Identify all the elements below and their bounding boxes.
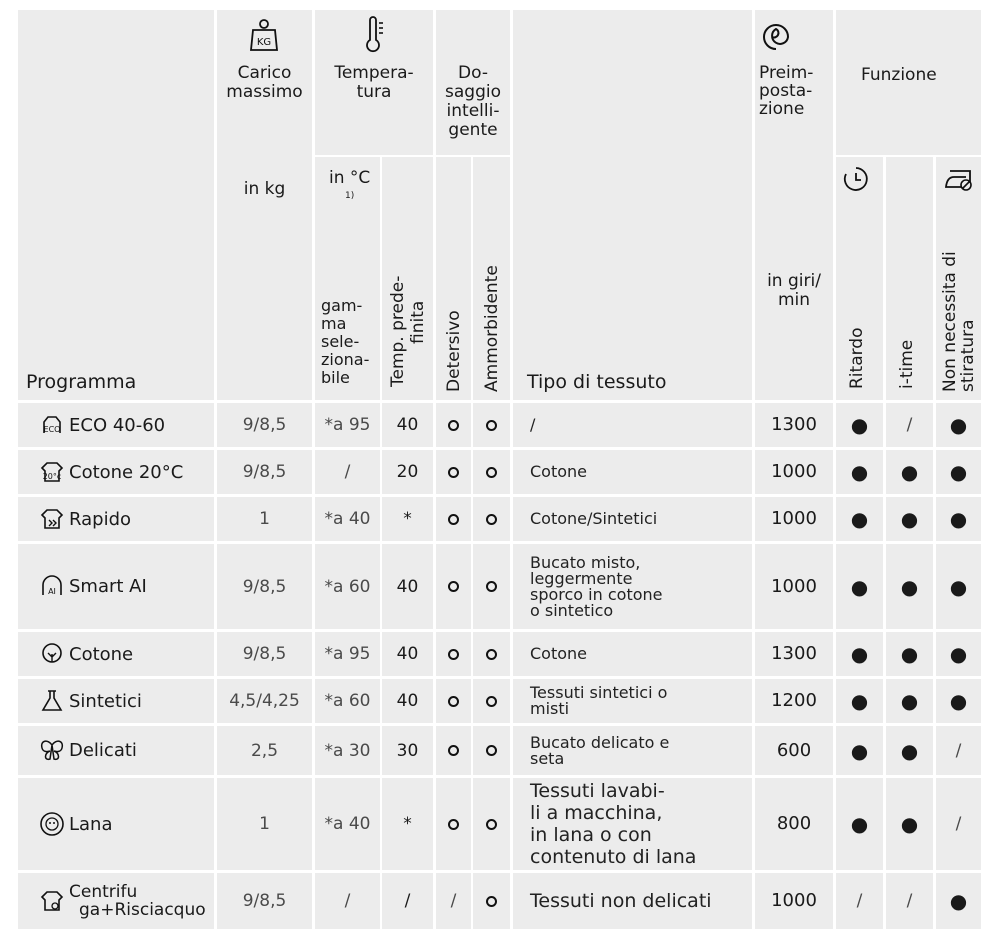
header-stiratura-cell <box>936 157 981 400</box>
smart-ai-icon <box>38 573 66 601</box>
gamma-value: / <box>344 462 351 482</box>
gamma-value: *a 40 <box>324 814 371 834</box>
table-cell-temp <box>382 632 433 676</box>
table-cell-tipo <box>513 403 752 447</box>
table-cell-amm <box>473 450 510 494</box>
synthetic-icon <box>38 687 66 715</box>
header-carico-line2: massimo <box>226 82 303 102</box>
table-cell-carico <box>217 632 312 676</box>
amm-ring-icon <box>486 696 497 707</box>
clock-delay-icon <box>842 165 870 193</box>
temp-value: 40 <box>396 691 419 711</box>
fabric-type <box>530 552 663 620</box>
fabric-type <box>530 417 535 433</box>
table-cell-itime <box>886 450 933 494</box>
ritardo-dot-icon: ● <box>850 642 869 666</box>
itime-dot-icon: ● <box>900 738 919 763</box>
header-gamma-l4: ziona- <box>321 350 370 369</box>
table-cell-name <box>18 778 214 870</box>
header-temp-predefinita-l1: Temp. prede- <box>388 275 408 387</box>
program-name: ECO 40-60 <box>69 414 166 436</box>
svg-text:KG: KG <box>256 37 272 48</box>
ritardo-dot-icon: ● <box>850 460 869 484</box>
itime-dot-icon: ● <box>900 812 919 836</box>
header-temp-predefinita-l2: finita <box>408 300 428 344</box>
carico-value: 9/8,5 <box>242 462 287 482</box>
table-cell-carico <box>217 450 312 494</box>
giri-value: 1000 <box>771 508 817 529</box>
stir-slash-mark: / <box>955 740 962 761</box>
header-preimp-unit-l2: min <box>777 290 811 310</box>
table-cell-tipo <box>513 450 752 494</box>
wool-icon <box>38 810 66 838</box>
table-cell-giri <box>755 403 833 447</box>
header-dosaggio-l1: Do- <box>458 63 488 83</box>
fabric-type-line: in lana o con <box>530 824 652 846</box>
table-cell-stir <box>936 544 981 629</box>
table-cell-det <box>436 873 471 929</box>
gamma-value: *a 95 <box>324 415 371 435</box>
table-cell-stir <box>936 778 981 870</box>
program-name <box>69 883 206 919</box>
itime-dot-icon: ● <box>900 507 919 531</box>
table-cell-stir <box>936 679 981 723</box>
fabric-type-line: Cotone/Sintetici <box>530 509 658 528</box>
table-cell-itime <box>886 544 933 629</box>
table-cell-amm <box>473 497 510 541</box>
header-temp-note: 1) <box>345 191 355 201</box>
table-cell-stir <box>936 497 981 541</box>
gamma-value: *a 40 <box>324 509 371 529</box>
thermometer-icon <box>363 16 385 54</box>
table-cell-carico <box>217 778 312 870</box>
itime-dot-icon: ● <box>900 689 919 713</box>
table-cell-giri <box>755 544 833 629</box>
itime-dot-icon: ● <box>900 460 919 484</box>
table-cell-gamma <box>315 544 380 629</box>
table-cell-tipo <box>513 679 752 723</box>
fabric-type <box>530 685 667 717</box>
header-dosaggio-l2: saggio <box>445 82 501 102</box>
header-ritardo: Ritardo <box>847 327 867 389</box>
det-ring-icon <box>448 467 459 478</box>
table-cell-gamma <box>315 873 380 929</box>
table-cell-giri <box>755 778 833 870</box>
table-cell-carico <box>217 497 312 541</box>
program-name: Sintetici <box>69 690 142 712</box>
carico-value: 4,5/4,25 <box>229 691 300 711</box>
det-ring-icon <box>448 514 459 525</box>
table-cell-itime <box>886 403 933 447</box>
temp-value: 40 <box>396 644 419 664</box>
table-cell-det <box>436 544 471 629</box>
giri-value: 1300 <box>771 643 817 664</box>
fabric-type <box>530 511 657 527</box>
header-temperatura-line1: Tempera- <box>334 63 414 83</box>
det-ring-icon <box>448 696 459 707</box>
table-cell-stir <box>936 450 981 494</box>
rapid-icon <box>38 505 66 533</box>
table-cell-temp <box>382 679 433 723</box>
table-cell-ritardo <box>836 450 883 494</box>
fabric-type-line: Tessuti sintetici o <box>530 683 668 702</box>
program-name: Cotone 20°C <box>69 461 184 483</box>
fabric-type <box>530 890 712 912</box>
fabric-type-line: leggermente <box>530 568 633 588</box>
table-cell-giri <box>755 632 833 676</box>
carico-value: 9/8,5 <box>242 644 287 664</box>
gamma-value: *a 95 <box>324 644 371 664</box>
amm-ring-icon <box>486 819 497 830</box>
table-cell-ritardo <box>836 544 883 629</box>
table-cell-gamma <box>315 632 380 676</box>
table-cell-det <box>436 679 471 723</box>
table-cell-itime <box>886 778 933 870</box>
fabric-type-line: sporco in cotone <box>530 584 663 604</box>
header-programma-cell <box>18 10 214 400</box>
table-cell-carico <box>217 679 312 723</box>
header-preimp-unit-l1: in giri/ <box>767 271 821 291</box>
table-cell-ritardo <box>836 726 883 775</box>
itime-slash-mark: / <box>906 415 913 435</box>
temp-value: 30 <box>396 740 419 761</box>
header-carico-cell <box>217 10 312 400</box>
gamma-value: *a 60 <box>324 691 371 711</box>
giri-value: 1000 <box>771 890 817 911</box>
fabric-type-line: / <box>530 415 536 434</box>
header-ritardo-cell <box>836 157 883 400</box>
header-funzione: Funzione <box>861 65 937 85</box>
table-cell-det <box>436 497 471 541</box>
table-cell-giri <box>755 497 833 541</box>
table-cell-amm <box>473 873 510 929</box>
fabric-type-line: contenuto di lana <box>530 846 697 868</box>
header-programma: Programma <box>26 371 137 393</box>
program-name: Lana <box>69 813 113 835</box>
header-itime: i-time <box>897 339 917 389</box>
table-cell-amm <box>473 726 510 775</box>
fabric-type-line: Cotone <box>530 462 588 481</box>
giri-value: 1000 <box>771 461 817 482</box>
temp-value: 20 <box>396 462 419 482</box>
fabric-type-line: o sintetico <box>530 600 614 620</box>
header-gamma-l1: gam- <box>321 296 363 315</box>
stir-dot-icon: ● <box>949 642 968 666</box>
carico-value: 1 <box>259 814 270 834</box>
table-cell-ritardo <box>836 403 883 447</box>
temp-value: 40 <box>396 415 419 435</box>
table-cell-name <box>18 544 214 629</box>
giri-value: 600 <box>776 739 812 761</box>
header-preimp-l3: zione <box>759 99 805 119</box>
table-cell-itime <box>886 726 933 775</box>
eco-icon <box>38 411 66 439</box>
fabric-type-line: Tessuti non delicati <box>530 890 712 912</box>
fabric-type <box>530 646 587 662</box>
fabric-type <box>530 780 696 868</box>
fabric-type-line: misti <box>530 699 570 718</box>
table-cell-name <box>18 450 214 494</box>
stir-dot-icon: ● <box>949 574 968 599</box>
amm-ring-icon <box>486 467 497 478</box>
program-name-line: Centrifu <box>69 882 138 902</box>
program-name: Smart AI <box>69 576 147 597</box>
header-detersivo: Detersivo <box>444 310 464 392</box>
table-cell-ritardo <box>836 873 883 929</box>
table-cell-itime <box>886 873 933 929</box>
stir-dot-icon: ● <box>949 507 968 531</box>
table-cell-gamma <box>315 726 380 775</box>
table-cell-temp <box>382 544 433 629</box>
svg-text:ECO: ECO <box>43 425 61 434</box>
ritardo-dot-icon: ● <box>850 812 869 836</box>
svg-text:AI: AI <box>48 586 56 596</box>
temp-value: / <box>404 891 411 911</box>
table-cell-tipo <box>513 873 752 929</box>
stir-dot-icon: ● <box>949 460 968 484</box>
gamma-value: *a 60 <box>324 576 371 597</box>
det-ring-icon <box>448 420 459 431</box>
header-dosaggio-l4: gente <box>448 120 498 140</box>
header-tipo-cell <box>513 10 752 400</box>
table-cell-giri <box>755 679 833 723</box>
carico-value: 9/8,5 <box>242 576 287 597</box>
weight-kg-icon <box>249 18 279 52</box>
header-tipo: Tipo di tessuto <box>527 371 667 393</box>
header-preimpostazione-cell <box>755 10 833 400</box>
temp-value: * <box>403 509 412 529</box>
table-cell-amm <box>473 679 510 723</box>
table-cell-tipo <box>513 632 752 676</box>
svg-text:20°c: 20°c <box>42 472 62 481</box>
table-cell-stir <box>936 403 981 447</box>
header-stiratura-l2: stiratura <box>958 319 978 392</box>
program-name: Rapido <box>69 508 132 530</box>
ritardo-dot-icon: ● <box>850 413 869 437</box>
table-cell-name <box>18 497 214 541</box>
table-cell-det <box>436 726 471 775</box>
header-preimp-l1: Preim- <box>759 63 814 83</box>
det-ring-icon <box>448 819 459 830</box>
table-cell-itime <box>886 679 933 723</box>
det-ring-icon <box>448 581 459 592</box>
table-cell-carico <box>217 403 312 447</box>
itime-dot-icon: ● <box>900 642 919 666</box>
carico-value: 2,5 <box>250 740 279 761</box>
amm-ring-icon <box>486 745 497 756</box>
ritardo-dot-icon: ● <box>850 507 869 531</box>
amm-ring-icon <box>486 649 497 660</box>
table-cell-tipo <box>513 726 752 775</box>
amm-ring-icon <box>486 896 497 907</box>
carico-value: 9/8,5 <box>242 415 287 435</box>
spin-rinse-icon <box>38 887 66 915</box>
stir-dot-icon: ● <box>949 889 968 913</box>
amm-ring-icon <box>486 581 497 592</box>
ritardo-dot-icon: ● <box>850 738 869 763</box>
table-cell-ritardo <box>836 632 883 676</box>
table-cell-gamma <box>315 778 380 870</box>
table-cell-stir <box>936 726 981 775</box>
table-cell-ritardo <box>836 778 883 870</box>
table-cell-stir <box>936 632 981 676</box>
stir-dot-icon: ● <box>949 413 968 437</box>
carico-value: 9/8,5 <box>242 891 287 911</box>
itime-slash-mark: / <box>906 891 913 911</box>
table-cell-temp <box>382 726 433 775</box>
fabric-type-line: Tessuti lavabi- <box>530 780 665 802</box>
table-cell-tipo <box>513 497 752 541</box>
table-cell-amm <box>473 403 510 447</box>
cotton-icon <box>38 640 66 668</box>
cotton-20-icon <box>38 458 66 486</box>
table-cell-itime <box>886 632 933 676</box>
header-itime-cell <box>886 157 933 400</box>
table-cell-temp <box>382 873 433 929</box>
table-cell-det <box>436 403 471 447</box>
table-cell-temp <box>382 778 433 870</box>
table-cell-carico <box>217 873 312 929</box>
amm-ring-icon <box>486 514 497 525</box>
table-cell-temp <box>382 497 433 541</box>
det-ring-icon <box>448 649 459 660</box>
ritardo-slash-mark: / <box>856 891 863 911</box>
fabric-type-line: Cotone <box>530 644 588 663</box>
table-cell-carico <box>217 544 312 629</box>
temp-value: * <box>403 814 412 834</box>
program-name-line: ga+Risciacquo <box>79 900 206 920</box>
header-dosaggio-cell <box>436 10 510 155</box>
stir-dot-icon: ● <box>949 689 968 713</box>
table-cell-name <box>18 726 214 775</box>
spin-icon <box>761 22 791 52</box>
header-gamma-cell <box>315 157 380 400</box>
carico-value: 1 <box>259 509 270 529</box>
header-gamma-l3: sele- <box>321 332 360 351</box>
header-ammorbidente: Ammorbidente <box>482 265 502 392</box>
table-cell-tipo <box>513 778 752 870</box>
table-cell-tipo <box>513 544 752 629</box>
fabric-type <box>530 732 670 768</box>
table-cell-det <box>436 632 471 676</box>
amm-ring-icon <box>486 420 497 431</box>
giri-value: 1200 <box>771 690 817 711</box>
header-gamma-l2: ma <box>321 314 347 333</box>
table-cell-det <box>436 450 471 494</box>
header-temperatura-cell <box>315 10 433 155</box>
temp-value: 40 <box>396 576 419 597</box>
table-cell-itime <box>886 497 933 541</box>
program-name: Cotone <box>69 643 134 665</box>
table-cell-name <box>18 679 214 723</box>
table-cell-temp <box>382 403 433 447</box>
table-cell-giri <box>755 873 833 929</box>
fabric-type-line: Bucato delicato e <box>530 732 670 752</box>
table-cell-amm <box>473 544 510 629</box>
program-name: Delicati <box>69 740 137 761</box>
header-dosaggio-l3: intelli- <box>446 101 500 121</box>
table-cell-gamma <box>315 450 380 494</box>
table-cell-giri <box>755 450 833 494</box>
table-cell-name <box>18 403 214 447</box>
table-cell-name <box>18 873 214 929</box>
giri-value: 1000 <box>771 575 817 597</box>
header-temp-unit: in °C <box>329 168 371 188</box>
giri-value: 1300 <box>771 414 817 435</box>
header-temperatura-line2: tura <box>356 82 392 102</box>
header-gamma-l5: bile <box>321 368 350 387</box>
table-cell-carico <box>217 726 312 775</box>
fabric-type-line: li a macchina, <box>530 802 663 824</box>
itime-dot-icon: ● <box>900 574 919 599</box>
fabric-type-line: Bucato misto, <box>530 552 641 572</box>
fabric-type-line: seta <box>530 748 565 768</box>
iron-crossed-icon <box>944 167 974 193</box>
delicate-icon <box>38 737 66 765</box>
giri-value: 800 <box>776 813 812 834</box>
table-cell-stir <box>936 873 981 929</box>
table-cell-amm <box>473 778 510 870</box>
table-cell-name <box>18 632 214 676</box>
det-ring-icon <box>448 745 459 756</box>
header-carico-line1: Carico <box>237 63 292 83</box>
gamma-value: / <box>344 891 351 911</box>
stir-slash-mark: / <box>955 814 962 834</box>
det-slash-mark: / <box>450 891 457 911</box>
table-cell-ritardo <box>836 497 883 541</box>
header-temp-predefinita-cell <box>382 157 433 400</box>
header-ammorbidente-cell <box>473 157 510 400</box>
table-cell-gamma <box>315 403 380 447</box>
ritardo-dot-icon: ● <box>850 689 869 713</box>
table-cell-det <box>436 778 471 870</box>
header-detersivo-cell <box>436 157 471 400</box>
fabric-type <box>530 464 587 480</box>
header-preimp-l2: posta- <box>759 81 813 101</box>
table-cell-ritardo <box>836 679 883 723</box>
header-carico-unit: in kg <box>243 179 286 199</box>
table-cell-gamma <box>315 679 380 723</box>
table-cell-gamma <box>315 497 380 541</box>
header-funzione-cell <box>836 10 981 155</box>
table-cell-giri <box>755 726 833 775</box>
table-cell-amm <box>473 632 510 676</box>
ritardo-dot-icon: ● <box>850 574 869 599</box>
header-stiratura-l1: Non necessita di <box>940 251 960 392</box>
gamma-value: *a 30 <box>324 740 371 761</box>
table-cell-temp <box>382 450 433 494</box>
